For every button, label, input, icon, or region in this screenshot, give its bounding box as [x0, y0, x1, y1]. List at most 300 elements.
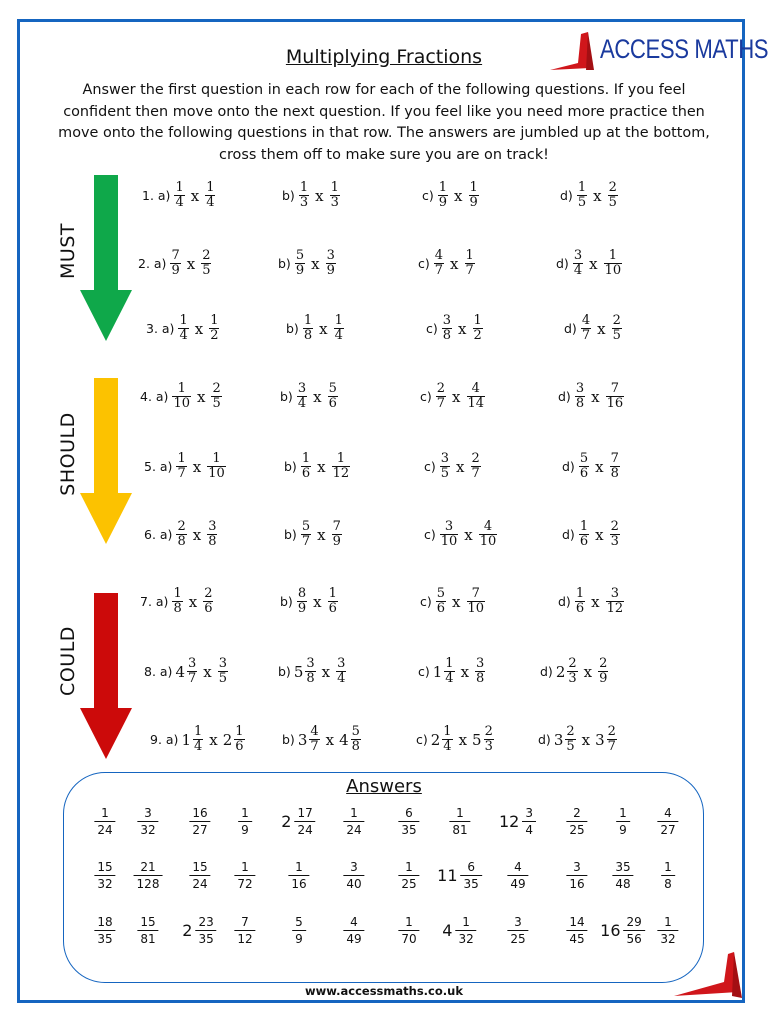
answer-item [660, 859, 676, 892]
fraction [217, 657, 229, 686]
whole-number: 4 [175, 662, 185, 681]
fraction [302, 314, 314, 343]
numerator: 3 [476, 656, 485, 671]
fraction [468, 181, 480, 210]
question-label: d) [558, 389, 571, 404]
numerator: 5 [295, 915, 303, 929]
denominator: 4 [175, 195, 184, 210]
denominator: 8 [610, 466, 619, 481]
fraction [609, 452, 621, 481]
denominator: 2 [210, 328, 219, 343]
fraction [433, 657, 456, 686]
whole-number: 3 [595, 730, 605, 749]
fraction [574, 587, 586, 616]
fraction [506, 914, 529, 947]
denominator: 6 [328, 396, 337, 411]
whole-number: 12 [499, 812, 520, 831]
denominator: 8 [208, 534, 217, 549]
question [564, 314, 623, 343]
question [284, 520, 343, 549]
denominator: 6 [204, 601, 213, 616]
denominator: 8 [575, 396, 585, 411]
fraction-stack [616, 805, 630, 838]
fraction [325, 249, 337, 278]
fraction [578, 452, 590, 481]
fraction [556, 657, 579, 686]
fraction-stack [288, 859, 309, 892]
question [556, 249, 623, 278]
fraction-stack [507, 859, 528, 892]
question-label: c) [426, 321, 438, 336]
answer-item [499, 805, 537, 838]
question-label: c) [420, 389, 432, 404]
denominator: 9 [297, 601, 307, 616]
numerator: 1 [299, 180, 309, 195]
denominator: 9 [438, 195, 448, 210]
numerator: 1 [469, 180, 478, 195]
fraction-stack [351, 725, 361, 754]
fraction-stack [299, 181, 309, 210]
numerator: 15 [97, 860, 113, 874]
denominator: 9 [469, 195, 478, 210]
times-sign: x [194, 319, 204, 338]
question-label: 7. a) [140, 594, 169, 609]
fraction [298, 181, 310, 210]
numerator: 17 [297, 806, 313, 820]
corner-logo-mark [672, 952, 752, 1002]
fraction [133, 859, 164, 892]
answer-item [342, 859, 365, 892]
numerator: 1 [579, 519, 589, 534]
numerator: 4 [483, 519, 493, 534]
numerator: 14 [569, 915, 585, 929]
whole-number: 1 [432, 662, 443, 681]
answer-item [93, 805, 116, 838]
denominator: 5 [440, 466, 450, 481]
times-sign: x [188, 592, 198, 611]
fraction [565, 805, 588, 838]
fraction-stack [189, 859, 210, 892]
denominator: 16 [566, 875, 587, 892]
numerator: 2 [566, 724, 575, 739]
fraction [206, 452, 227, 481]
question-label: 8. a) [144, 664, 173, 679]
fraction-stack [172, 587, 182, 616]
denominator: 8 [306, 671, 315, 686]
fraction-stack [608, 181, 618, 210]
fraction [442, 914, 477, 947]
denominator: 4 [445, 671, 454, 686]
whole-number: 11 [437, 866, 458, 885]
question [562, 452, 621, 481]
answer-item [291, 914, 307, 947]
question [144, 657, 229, 686]
numerator: 1 [405, 915, 413, 929]
question-label: d) [564, 321, 577, 336]
fraction-stack [577, 181, 587, 210]
fraction-stack [566, 914, 587, 947]
fraction [93, 859, 116, 892]
denominator: 25 [566, 821, 587, 838]
fraction-stack [234, 725, 244, 754]
times-sign: x [192, 525, 202, 544]
denominator: 32 [137, 821, 158, 838]
fraction [339, 725, 362, 754]
fraction-stack [436, 587, 446, 616]
answer-item [565, 914, 588, 947]
times-sign: x [311, 254, 320, 273]
fraction [615, 805, 631, 838]
numerator: 3 [575, 381, 585, 396]
fraction-stack [612, 859, 633, 892]
numerator: 2 [436, 381, 446, 396]
numerator: 2 [202, 248, 211, 263]
denominator: 7 [310, 739, 319, 754]
brand-name: ACCESS MATHS [600, 34, 768, 64]
denominator: 7 [434, 263, 444, 278]
fraction [223, 725, 246, 754]
question-label: d) [540, 664, 553, 679]
question [278, 657, 347, 686]
denominator: 3 [484, 739, 493, 754]
numerator: 3 [306, 656, 315, 671]
answer-item [136, 805, 159, 838]
fraction [342, 914, 365, 947]
whole-number: 2 [555, 662, 566, 681]
question-label: d) [562, 527, 575, 542]
numerator: 1 [177, 381, 186, 396]
answer-item [287, 859, 310, 892]
fraction-stack [579, 452, 589, 481]
fraction [437, 181, 449, 210]
fraction-stack [565, 725, 575, 754]
denominator: 4 [573, 263, 583, 278]
question [560, 181, 619, 210]
question [144, 520, 218, 549]
fraction-stack [178, 314, 188, 343]
fraction [464, 249, 476, 278]
denominator: 8 [442, 328, 452, 343]
fraction-stack [606, 587, 625, 616]
fraction-stack [484, 725, 494, 754]
question [540, 657, 609, 686]
question [146, 314, 220, 343]
fraction [565, 859, 588, 892]
fraction-stack [174, 181, 184, 210]
fraction-stack [461, 859, 482, 892]
fraction-stack [176, 452, 186, 481]
fraction [580, 314, 592, 343]
fraction [470, 452, 482, 481]
fraction-stack [624, 914, 645, 947]
numerator: 3 [326, 248, 335, 263]
denominator: 4 [297, 396, 307, 411]
fraction-stack [657, 805, 678, 838]
numerator: 1 [473, 313, 482, 328]
fraction [331, 452, 352, 481]
numerator: 5 [579, 451, 589, 466]
denominator: 16 [288, 875, 309, 892]
numerator: 1 [212, 451, 221, 466]
denominator: 10 [479, 534, 497, 549]
fraction [466, 587, 487, 616]
numerator: 1 [235, 724, 244, 739]
fraction-stack [326, 249, 336, 278]
denominator: 8 [173, 601, 182, 616]
question-label: c) [416, 732, 428, 747]
denominator: 27 [189, 821, 210, 838]
fraction [342, 859, 365, 892]
numerator: 4 [434, 248, 444, 263]
denominator: 9 [295, 263, 305, 278]
fraction-stack [193, 725, 203, 754]
numerator: 1 [241, 806, 249, 820]
denominator: 3 [330, 195, 339, 210]
fraction [327, 587, 339, 616]
fraction [656, 805, 679, 838]
numerator: 1 [193, 724, 203, 739]
fraction [342, 805, 365, 838]
fraction [298, 725, 321, 754]
question-label: 9. a) [150, 732, 179, 747]
denominator: 10 [173, 396, 190, 411]
answer-item [93, 859, 116, 892]
denominator: 9 [171, 263, 180, 278]
times-sign: x [593, 186, 602, 205]
numerator: 3 [297, 381, 307, 396]
fraction-stack [606, 382, 625, 411]
whole-number: 2 [281, 812, 292, 831]
times-sign: x [458, 730, 468, 749]
fraction [182, 914, 217, 947]
denominator: 7 [581, 328, 591, 343]
should-arrow-shape [80, 378, 132, 544]
times-sign: x [460, 662, 470, 681]
numerator: 3 [350, 860, 358, 874]
numerator: 2 [568, 656, 577, 671]
fraction-stack [328, 587, 338, 616]
question-label: b) [282, 732, 295, 747]
question-label: c) [418, 664, 430, 679]
fraction [210, 382, 222, 411]
fraction-stack [598, 657, 608, 686]
numerator: 4 [514, 860, 522, 874]
numerator: 4 [581, 313, 591, 328]
fraction-stack [218, 657, 228, 686]
answer-item [611, 859, 634, 892]
fraction [472, 314, 484, 343]
fraction [656, 914, 679, 947]
whole-number: 3 [553, 730, 564, 749]
denominator: 128 [134, 875, 163, 892]
denominator: 7 [471, 466, 480, 481]
fraction [474, 657, 486, 686]
answer-item [506, 859, 529, 892]
must-arrow [78, 175, 134, 343]
fraction-stack [610, 452, 620, 481]
fraction [327, 382, 339, 411]
could-arrow-shape [80, 593, 132, 759]
fraction-stack [170, 249, 180, 278]
numerator: 7 [610, 451, 619, 466]
denominator: 3 [299, 195, 309, 210]
numerator: 35 [615, 860, 631, 874]
fraction-stack [566, 805, 587, 838]
times-sign: x [317, 525, 326, 544]
denominator: 4 [443, 739, 452, 754]
question-label: d) [538, 732, 551, 747]
fraction [136, 805, 159, 838]
fraction-stack [442, 314, 452, 343]
answer-item [93, 914, 116, 947]
numerator: 1 [101, 806, 109, 820]
numerator: 3 [187, 656, 197, 671]
denominator: 10 [208, 466, 225, 481]
numerator: 3 [144, 806, 152, 820]
numerator: 15 [140, 915, 156, 929]
band-label-should: SHOULD [57, 412, 79, 496]
times-sign: x [581, 730, 591, 749]
numerator: 5 [301, 519, 311, 534]
answer-item [136, 914, 159, 947]
numerator: 1 [175, 180, 184, 195]
question-label: b) [278, 256, 291, 271]
fraction [397, 805, 420, 838]
denominator: 4 [334, 328, 343, 343]
times-sign: x [190, 186, 200, 205]
question [558, 382, 625, 411]
fraction [204, 181, 216, 210]
question [422, 181, 480, 210]
denominator: 6 [579, 534, 589, 549]
numerator: 1 [328, 586, 337, 601]
fraction [605, 587, 626, 616]
numerator: 1 [206, 180, 215, 195]
fraction [397, 914, 420, 947]
denominator: 40 [343, 875, 364, 892]
numerator: 2 [573, 806, 581, 820]
whole-number: 2 [430, 730, 441, 749]
question [280, 382, 339, 411]
fraction [572, 249, 584, 278]
answer-item [188, 859, 211, 892]
fraction [296, 587, 308, 616]
whole-number: 1 [181, 730, 191, 749]
page-title: Multiplying Fractions [285, 46, 483, 68]
fraction-stack [343, 805, 364, 838]
times-sign: x [192, 457, 202, 476]
fraction-stack [465, 249, 475, 278]
denominator: 14 [467, 396, 485, 411]
fraction-stack [455, 914, 476, 947]
answer-item [342, 805, 365, 838]
fraction-stack [205, 181, 215, 210]
fraction-stack [328, 382, 338, 411]
denominator: 35 [195, 930, 216, 947]
question [140, 382, 223, 411]
denominator: 56 [624, 930, 645, 947]
fraction-stack [309, 725, 319, 754]
answer-item [656, 914, 679, 947]
question-label: c) [420, 594, 432, 609]
denominator: 9 [326, 263, 335, 278]
fraction-stack [607, 725, 617, 754]
fraction [660, 859, 676, 892]
fraction-stack [436, 382, 446, 411]
fraction-stack [475, 657, 485, 686]
numerator: 1 [301, 451, 311, 466]
fraction-stack [336, 657, 346, 686]
question [418, 249, 476, 278]
fraction-stack [471, 452, 481, 481]
fraction [448, 805, 471, 838]
question-label: c) [424, 459, 436, 474]
question [416, 725, 495, 754]
denominator: 24 [343, 821, 364, 838]
denominator: 6 [328, 601, 337, 616]
question-label: b) [280, 594, 293, 609]
denominator: 6 [436, 601, 446, 616]
fraction-stack [292, 914, 306, 947]
denominator: 25 [398, 875, 419, 892]
fraction [466, 382, 487, 411]
times-sign: x [313, 592, 322, 611]
fraction-stack [575, 382, 585, 411]
fraction [171, 382, 192, 411]
fraction-stack [294, 805, 315, 838]
denominator: 35 [461, 875, 482, 892]
fraction-stack [295, 249, 305, 278]
question [424, 452, 482, 481]
answer-item [442, 914, 477, 947]
fraction [439, 520, 460, 549]
denominator: 8 [476, 671, 485, 686]
fraction [208, 314, 220, 343]
fraction [202, 587, 214, 616]
numerator: 1 [575, 586, 585, 601]
fraction-stack [657, 914, 678, 947]
fraction-stack [134, 859, 163, 892]
denominator: 27 [657, 821, 678, 838]
fraction [329, 181, 341, 210]
denominator: 4 [206, 195, 215, 210]
denominator: 5 [612, 328, 621, 343]
fraction-stack [172, 382, 191, 411]
fraction-stack [203, 587, 213, 616]
times-sign: x [196, 387, 206, 406]
fraction [237, 805, 253, 838]
fraction-stack [479, 520, 498, 549]
fraction [597, 657, 609, 686]
fraction-stack [301, 452, 311, 481]
question [144, 452, 227, 481]
fraction-stack [610, 520, 620, 549]
numerator: 4 [350, 915, 358, 929]
fraction [281, 805, 316, 838]
answer-item [133, 859, 164, 892]
numerator: 1 [456, 806, 464, 820]
denominator: 5 [566, 739, 575, 754]
could-arrow [78, 593, 134, 761]
fraction [499, 805, 537, 838]
fraction [188, 805, 211, 838]
answer-item [506, 914, 529, 947]
denominator: 5 [212, 396, 221, 411]
denominator: 6 [235, 739, 244, 754]
should-arrow [78, 378, 134, 546]
must-arrow-shape [80, 175, 132, 341]
question-label: 4. a) [140, 389, 169, 404]
